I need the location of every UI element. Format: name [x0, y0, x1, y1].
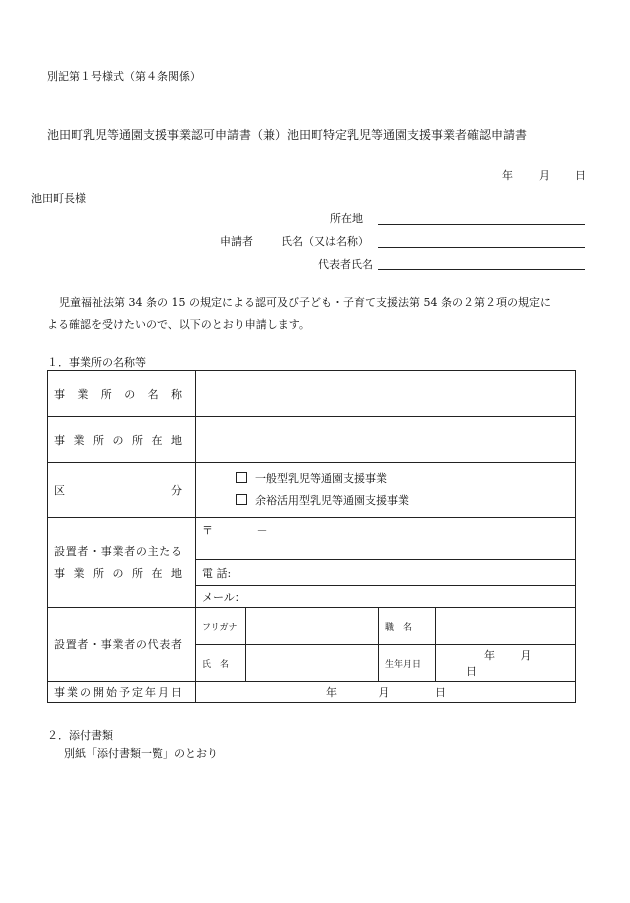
furigana-field[interactable] — [246, 608, 379, 645]
option-surplus[interactable]: 余裕活用型乳児等通園支援事業 — [236, 490, 569, 512]
email-field[interactable] — [196, 586, 576, 608]
phone-label: 電 話: — [202, 566, 232, 580]
option-general[interactable]: 一般型乳児等通園支援事業 — [236, 468, 569, 490]
row-label-name: 事業所の名称 — [54, 387, 182, 401]
section2-heading: ２．添付書類 — [47, 729, 113, 742]
row-label-representative: 設置者・事業者の代表者 — [54, 638, 182, 651]
form-number: 別記第１号様式（第４条関係） — [47, 70, 201, 83]
facility-name-field[interactable] — [196, 371, 576, 417]
name-field[interactable] — [378, 247, 585, 248]
position-field[interactable] — [436, 608, 576, 645]
representative-field[interactable] — [378, 269, 585, 270]
position-label: 職 名 — [379, 608, 436, 645]
checkbox-general[interactable] — [236, 472, 247, 483]
body-text-line2: よる確認を受けたいので、以下のとおり申請します。 — [47, 318, 310, 331]
representative-label: 代表者氏名 — [318, 258, 373, 271]
date-month: 月 — [539, 169, 550, 182]
section2-text: 別紙「添付書類一覧」のとおり — [64, 747, 218, 760]
table-row — [48, 518, 576, 560]
address-label: 所在地 — [330, 212, 363, 225]
checkbox-surplus[interactable] — [236, 494, 247, 505]
facility-location-field[interactable] — [196, 417, 576, 463]
start-month: 月 — [378, 686, 390, 699]
phone-field[interactable] — [196, 560, 576, 586]
table-row — [48, 682, 576, 703]
facility-table — [47, 370, 576, 703]
rep-name-label: 氏 名 — [196, 645, 246, 682]
birth-day: 日 — [466, 665, 477, 678]
table-row — [48, 608, 576, 645]
birth-year: 年 — [484, 649, 495, 662]
row-label-location: 事業所の所在地 — [54, 433, 182, 447]
email-label: メール： — [202, 590, 246, 604]
name-label: 氏名（又は名称） — [281, 235, 369, 248]
birthdate-field[interactable] — [436, 645, 576, 682]
table-row — [48, 371, 576, 417]
rep-name-field[interactable] — [246, 645, 379, 682]
row-label-start-date: 事業の開始予定年月日 — [54, 686, 182, 699]
start-day: 日 — [435, 686, 446, 699]
row-label-main-office: 設置者・事業者の主たる事業所の所在地 — [54, 544, 182, 580]
body-text-line1: 児童福祉法第 34 条の 15 の規定による認可及び子ども・子育て支援法第 54 条の２第２項の規定に — [59, 296, 551, 309]
table-row — [48, 417, 576, 463]
birth-month: 月 — [520, 649, 532, 662]
postal-mark: 〒 — [202, 524, 213, 537]
addressee: 池田町長様 — [31, 192, 86, 205]
start-year: 年 — [326, 686, 337, 699]
date-day: 日 — [575, 169, 586, 182]
document-title: 池田町乳児等通園支援事業認可申請書（兼）池田町特定乳児等通園支援事業者確認申請書 — [47, 128, 528, 142]
date-year: 年 — [502, 169, 513, 182]
section1-heading: １．事業所の名称等 — [47, 356, 146, 369]
table-row — [48, 463, 576, 518]
start-date-field[interactable] — [196, 682, 576, 703]
birthdate-label: 生年月日 — [379, 645, 436, 682]
postal-dash: － — [256, 524, 268, 537]
row-label-category: 区分 — [54, 484, 182, 497]
applicant-label: 申請者 — [220, 235, 253, 248]
address-field[interactable] — [378, 224, 585, 225]
furigana-label: フリガナ — [196, 608, 246, 645]
